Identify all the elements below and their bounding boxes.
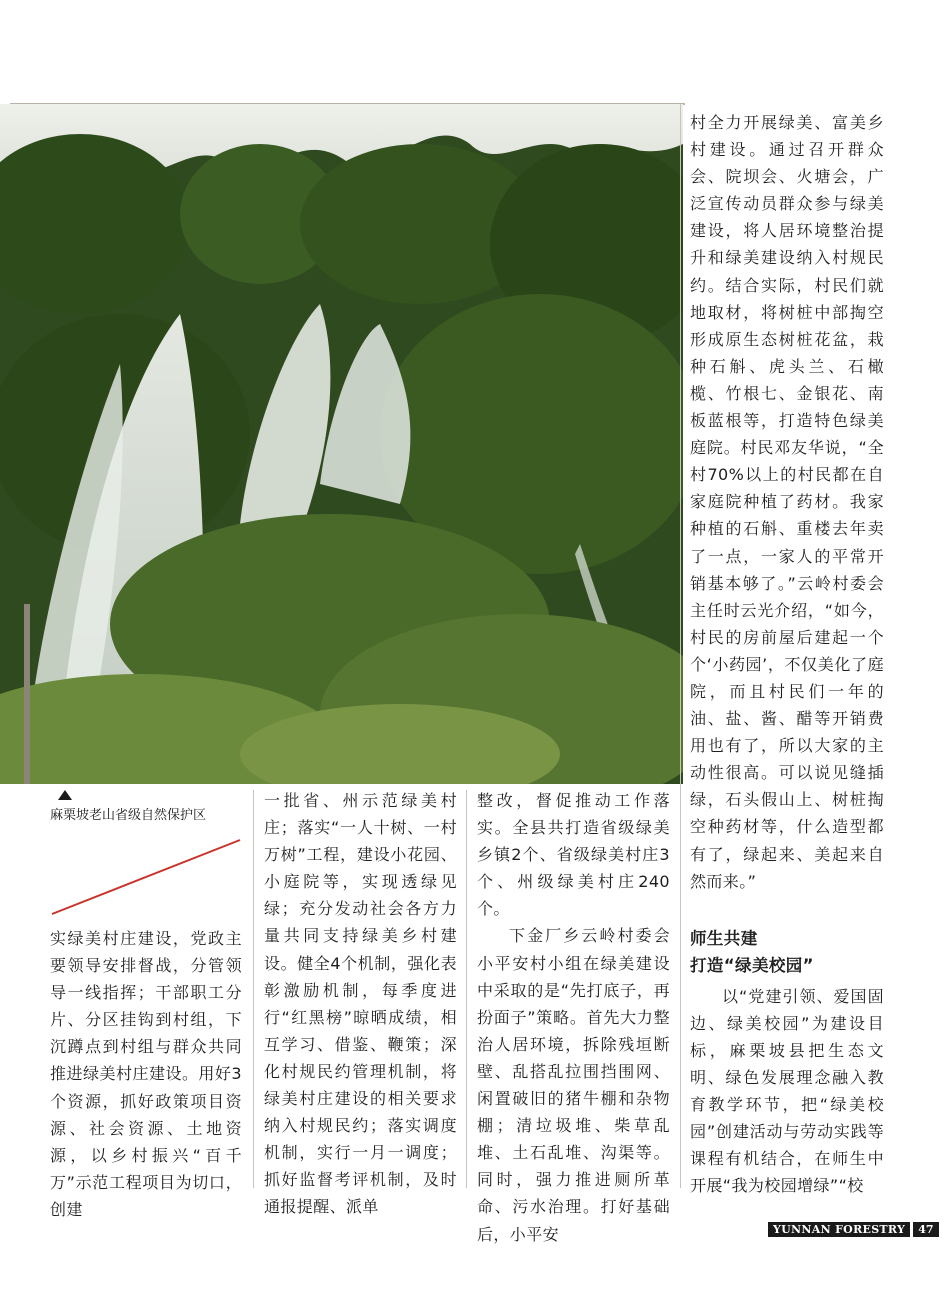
page-footer — [768, 1221, 939, 1237]
column-rule — [253, 790, 254, 1188]
column-rule — [680, 104, 681, 1188]
column-2 — [264, 787, 457, 1221]
section-heading-line-2: 打造“绿美校园” — [690, 955, 814, 975]
caption-triangle-icon — [58, 790, 72, 800]
column-1-paragraph: 实绿美村庄建设，党政主要领导安排督战，分管领导一线指挥；干部职工分片、分区挂钩到村组，下沉蹲点到村组与群众共同推进绿美村庄建设。用好3个资源，抓好政策项目资源、社会资源、土地资源，以乡村振兴“百千万”示范工程项目为切口，创建 — [50, 929, 242, 1219]
column-3-paragraph-2: 下金厂乡云岭村委会小平安村小组在绿美建设中采取的是“先打底子，再扮面子”策略。首先大力整治人居环境，拆除残垣断壁、乱搭乱拉围挡围网、闲置破旧的猪牛棚和杂物棚；清垃圾堆、柴草乱堆、土石乱堆、沟渠等。同时，强力推进厕所革命、污水治理。打好基础后，小平安 — [477, 926, 670, 1244]
waterfall-illustration — [0, 104, 683, 784]
column-1 — [50, 925, 242, 1223]
column-3-paragraph-1: 整改，督促推动工作落实。全县共打造省级绿美乡镇2个、省级绿美村庄3个、州级绿美村庄240个。 — [477, 791, 670, 919]
magazine-brand: YUNNAN FORESTRY — [768, 1222, 910, 1237]
page-number: 47 — [913, 1222, 938, 1237]
waterfall-photo — [0, 104, 683, 784]
photo-caption — [50, 790, 250, 823]
column-4 — [690, 109, 884, 1199]
caption-text: 麻栗坡老山省级自然保护区 — [50, 808, 207, 823]
section-heading-line-1: 师生共建 — [690, 928, 758, 948]
column-3 — [477, 787, 670, 1248]
column-4-paragraph: 村全力开展绿美、富美乡村建设。通过召开群众会、院坝会、火塘会，广泛宣传动员群众参与绿美建设，将人居环境整治提升和绿美建设纳入村规民约。结合实际，村民们就地取材，将树桩中部掏空形成原生态树桩花盆，栽种石斛、虎头兰、石橄榄、竹根七、金银花、南板蓝根等，打造特色绿美庭院。村民邓友华说，“全村70%以上的村民都在自家庭院种植了药材。我家种植的石斛、重楼去年卖了一点，一家人的平常开销基本够了。”云岭村委会主任时云光介绍，“如今，村民的房前屋后建起一个个‘小药园’，不仅美化了庭院，而且村民们一年的油、盐、酱、醋等开销费用也有了，所以大家的主动性很高。可以说见缝插绿，石头假山上、树桩掏空种药材等，什么造型都有了，绿起来、美起来自然而来。” — [690, 113, 884, 891]
column-rule — [466, 790, 467, 1188]
decorative-red-line — [48, 838, 248, 918]
section-paragraph: 以“党建引领、爱国固边、绿美校园”为建设目标，麻栗坡县把生态文明、绿色发展理念融入教育教学环节，把“绿美校园”创建活动与劳动实践等课程有机结合，在师生中开展“我为校园增绿”“校 — [690, 986, 884, 1196]
column-2-paragraph: 一批省、州示范绿美村庄；落实“一人十树、一村万树”工程，建设小花园、小庭院等，实现透绿见绿；充分发动社会各方力量共同支持绿美乡村建设。健全4个机制，强化表彰激励机制，每季度进行“红黑榜”晾晒成绩，相互学习、借鉴、鞭策；深化村规民约管理机制，将绿美村庄建设的相关要求纳入村规民约；落实调度机制，实行一月一调度；抓好监督考评机制，及时通报提醒、派单 — [264, 791, 457, 1217]
